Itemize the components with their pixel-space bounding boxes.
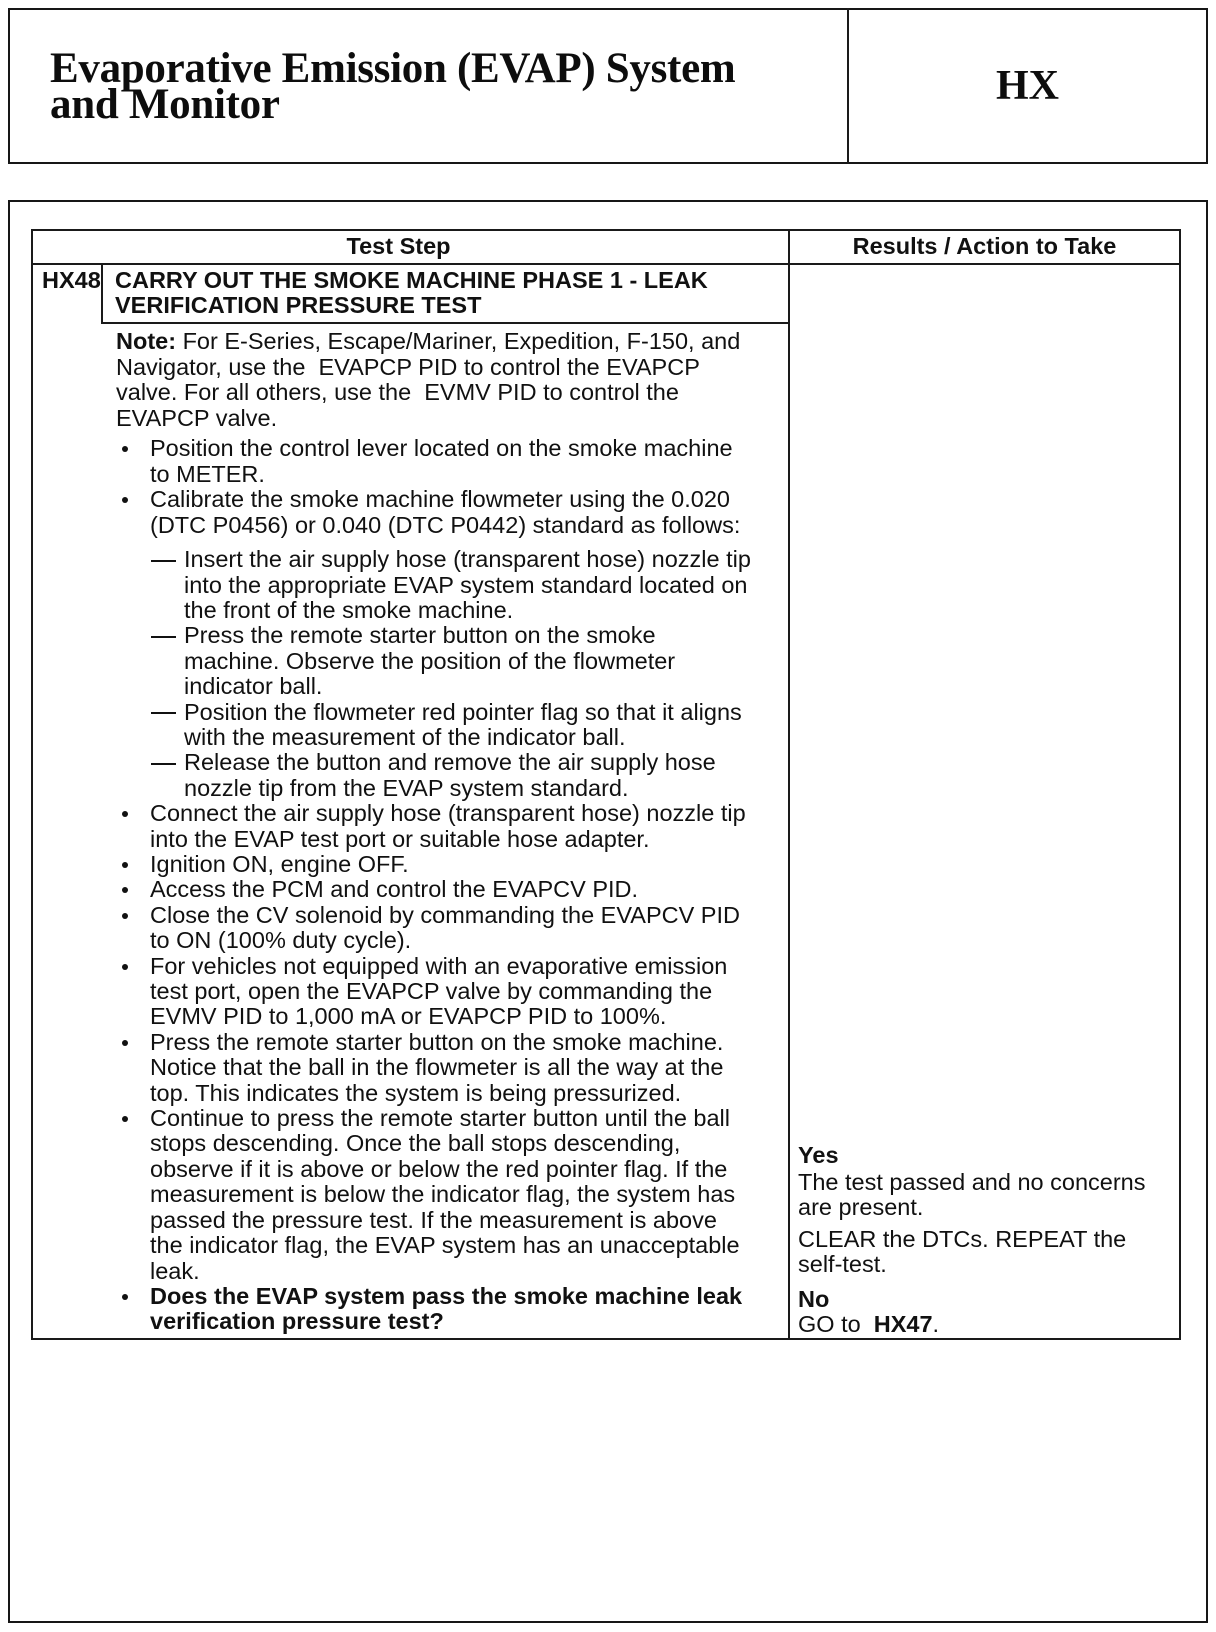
step-title: CARRY OUT THE SMOKE MACHINE PHASE 1 - LEAK VERIFICATION PRESSURE TEST [115,267,708,319]
list-item [116,487,784,801]
no-action-suffix: . [932,1311,940,1338]
note-paragraph [116,329,784,431]
bullet-icon [122,964,128,970]
bullet-icon [122,1040,128,1046]
substep-item [150,547,784,623]
bullet-icon [122,1116,128,1122]
page-title-line-2: and Monitor [50,81,280,128]
substep-item [150,700,784,751]
dash-icon [151,763,176,765]
substep-text: Release the button and remove the air supply hose nozzle tip from the EVAP system standard. [184,749,716,801]
section-code-cell [849,10,1206,162]
column-header-test-step-label: Test Step [346,233,451,260]
question-text: Does the EVAP system pass the smoke machine leak verification pressure test? [150,1282,743,1335]
list-item-text: Ignition ON, engine OFF. [150,851,409,877]
bullet-icon [122,497,128,503]
list-item-text: Close the CV solenoid by commanding the EVAPCV PID to ON (100% duty cycle). [150,901,740,954]
no-action [798,1312,1176,1337]
list-item [116,877,784,902]
substep-text: Insert the air supply hose (transparent hose) nozzle tip into the appropriate EVAP system standard located on the front of the smoke machine. [184,546,751,623]
substep-text: Press the remote starter button on the smoke machine. Observe the position of the flowmeter indicator ball. [184,622,676,700]
list-item [116,954,784,1030]
note-text: For E-Series, Escape/Mariner, Expedition, F-150, and Navigator, use the EVAPCP PID to control the EVAPCP valve. For all others, use the EVMV PID to control the EVAPCP valve. [116,328,741,431]
note-label: Note: [116,328,177,355]
list-item-text: Connect the air supply hose (transparent hose) nozzle tip into the EVAP test port or suitable hose adapter. [150,800,746,852]
calibration-substep-list [150,547,784,801]
bullet-list [116,436,784,1334]
column-header-results [790,231,1179,263]
dash-icon [151,636,176,638]
list-item [116,436,784,487]
column-header-test-step [33,231,764,263]
dash-icon [151,712,176,714]
list-item [116,852,784,877]
yes-action-text: CLEAR the DTCs. REPEAT the self-test. [798,1226,1127,1278]
list-item [116,903,784,954]
step-reference-hx47: HX47 [873,1311,933,1338]
bullet-icon [122,913,128,919]
page-title-line-1: Evaporative Emission (EVAP) System [50,45,736,92]
list-item [116,801,784,852]
bullet-icon [122,446,128,452]
list-item [116,1030,784,1106]
list-item-text: For vehicles not equipped with an evaporative emission test port, open the EVAPCP valve by commanding the EVMV PID to 1,000 mA or EVAPCP PID to 100%. [150,952,728,1030]
list-item-text: Calibrate the smoke machine flowmeter using the 0.020 (DTC P0456) or 0.040 (DTC P0442) standard as follows: [150,486,741,538]
list-item-text: Press the remote starter button on the smoke machine. Notice that the ball in the flowmeter is all the way at the top. This indicates the system is being pressurized. [150,1028,724,1106]
section-code: HX [996,63,1059,109]
yes-label: Yes [798,1142,839,1168]
column-header-results-label: Results / Action to Take [852,233,1117,260]
page-title [50,45,736,128]
column-divider [788,229,790,1340]
list-item [116,1106,784,1284]
substep-item [150,623,784,699]
yes-result-text: The test passed and no concerns are present. [798,1169,1146,1221]
results-block [798,1143,1176,1338]
no-action-prefix: GO to [798,1311,874,1338]
question-item [116,1284,784,1335]
substep-text: Position the flowmeter red pointer flag so that it aligns with the measurement of the indicator ball. [184,698,742,750]
no-label: No [798,1286,830,1312]
dash-icon [151,560,176,562]
list-item-text: Access the PCM and control the EVAPCV PID. [150,876,639,903]
step-id-divider [101,263,103,324]
substep-item [150,750,784,801]
list-item-text: Position the control lever located on the smoke machine to METER. [150,435,733,487]
bullet-icon [122,887,128,893]
list-item-text: Continue to press the remote starter button until the ball stops descending. Once the ball stops descending, observe if it is above or below the red pointer flag. If the measurement is below the indicator flag, the system has passed the pressure test. If the measurement is above the indicator flag, the EVAP system has an unacceptable leak. [150,1105,740,1284]
bullet-icon [122,811,128,817]
step-body [116,324,784,1335]
bullet-icon [122,862,128,868]
table-header-rule [31,263,1181,265]
bullet-icon [122,1294,128,1300]
step-id: HX48 [42,267,101,293]
